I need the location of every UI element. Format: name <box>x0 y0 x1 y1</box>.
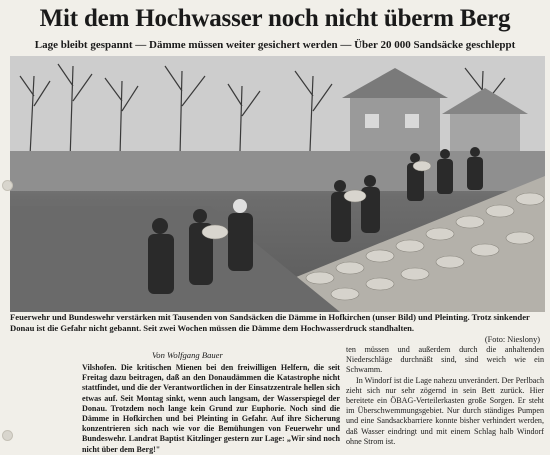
news-photo <box>10 56 545 312</box>
right-paragraph-2: In Windorf ist die Lage nahezu unverändert. Der Perlbach zieht sich nur sehr zögernd in sein Bett zurück. Hier bereitete ein ÖBAG-Verteilerkasten große Sorgen. Er steht im Überschwemmungsgebiet. Nur durch ständiges Pumpen und eine Sandsackbarriere konnte bisher verhindert werden, daß Wasser eindringt und mit einem Schlag halb Windorf ohne Strom ist. <box>346 375 544 446</box>
article-lead-column <box>82 363 340 455</box>
photo-illustration <box>10 56 545 312</box>
photo-caption: Feuerwehr und Bundeswehr verstärken mit Tausenden von Sandsäcken die Dämme in Hofkirchen (unser Bild) und Pleinting. Trotz sinkender Donau ist die Gefahr nicht gebannt. Seit zwei Wochen müssen die Dämme dem Hochwasserdruck standhalten. <box>10 312 530 333</box>
punch-hole <box>2 430 13 441</box>
subheadline: Lage bleibt gespannt — Dämme müssen weiter gesichert werden — Über 20 000 Sandsäcke geschleppt <box>34 39 516 51</box>
byline: Von Wolfgang Bauer <box>152 350 223 360</box>
photo-credit: (Foto: Nieslony) <box>484 335 540 344</box>
article-right-column <box>346 345 544 447</box>
right-paragraph-1: ten müssen und außerdem durch die anhaltenden Niederschläge durchnäßt sind, sind weich wie ein Schwamm. <box>346 345 544 375</box>
lead-paragraph: Vilshofen. Die kritischen Mienen bei den freiwilligen Helfern, die seit Freitag dazu beitragen, daß an den Donaudämmen die Katastrophe nicht stattfindet, und die der Verantwortlichen in der Einsatzzentrale hellen sich etwas auf. Seit Montag sinkt, wenn auch langsam, der Wasserspiegel der Donau. Trotzdem noch lange kein Grund zur Euphorie. Noch sind die Dämme in Hofkirchen und bei Pleinting in Gefahr. Auf ihre Sicherung konzentrieren sich nach wie vor die Bemühungen von Feuerwehr und Bundeswehr. Landrat Baptist Kitzlinger gestern zur Lage: „Wir sind noch nicht über dem Berg!" <box>82 363 340 454</box>
punch-hole <box>2 180 13 191</box>
headline: Mit dem Hochwasser noch nicht überm Berg <box>39 5 511 32</box>
